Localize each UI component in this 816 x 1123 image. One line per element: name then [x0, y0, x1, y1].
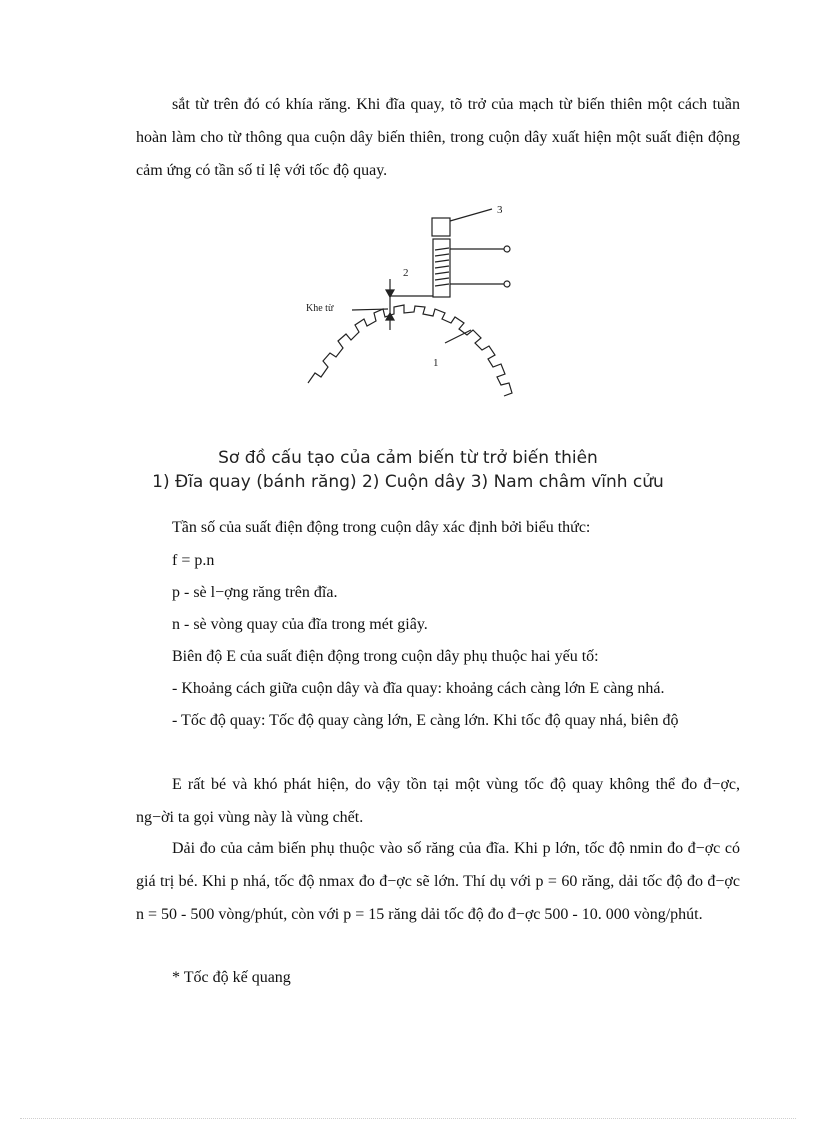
figure-caption-title: Sơ đồ cấu tạo của cảm biến từ trở biến thiên: [218, 448, 598, 468]
terminal-bottom: [504, 281, 510, 287]
figure-caption-legend: 1) Đĩa quay (bánh răng) 2) Cuộn dây 3) Nam châm vĩnh cửu: [152, 472, 664, 492]
label-3: 3: [497, 204, 503, 216]
leader-3: [450, 209, 492, 221]
range-paragraph: [136, 832, 740, 931]
coil-windings: [435, 248, 449, 286]
frequency-formula: f = p.n: [172, 552, 215, 569]
dead-zone-paragraph: [136, 768, 740, 834]
factor-distance: - Khoảng cách giữa cuộn dây và đĩa quay: khoảng cách càng lớn E càng nhá.: [172, 680, 665, 697]
def-n: n - sè vòng quay của đĩa trong mét giây.: [172, 616, 428, 633]
footer-rule: [20, 1118, 796, 1119]
intro-paragraph: [136, 88, 740, 187]
dead-zone-text: E rất bé và khó phát hiện, do vậy tồn tại một vùng tốc độ quay không thể đo đ−ợc, ng−ời ta gọi vùng này là vùng chết.: [136, 776, 740, 826]
factor-speed-text: - Tốc độ quay: Tốc độ quay càng lớn, E càng lớn. Khi tốc độ quay nhá, biên độ: [172, 712, 679, 729]
sensor-diagram: [290, 195, 590, 425]
range-text: Dải đo của cảm biến phụ thuộc vào số răng của đĩa. Khi p lớn, tốc độ nmin đo đ−ợc có giá trị bé. Khi p nhá, tốc độ nmax đo đ−ợc sẽ lớn. Thí dụ với p = 60 răng, dải tốc độ đo đ−ợc n = 50 - 500 vòng/phút, còn với p = 15 răng dải tốc độ đo đ−ợc 500 - 10. 000 vòng/phút.: [136, 840, 740, 923]
gear-teeth: [308, 305, 512, 396]
terminal-top: [504, 246, 510, 252]
leader-1: [445, 330, 471, 343]
amplitude-intro: Biên độ E của suất điện động trong cuộn dây phụ thuộc hai yếu tố:: [172, 648, 599, 665]
intro-paragraph-text: sắt từ trên đó có khía răng. Khi đĩa quay, tõ trở của mạch từ biến thiên một cách tuần hoàn làm cho từ thông qua cuộn dây biến thiên, trong cuộn dây xuất hiện một suất điện động cảm ứng có tần số tỉ lệ với tốc độ quay.: [136, 96, 740, 179]
magnet: [432, 218, 450, 236]
frequency-intro: Tần số của suất điện động trong cuộn dây xác định bởi biểu thức:: [172, 519, 591, 536]
def-p: p - sè l−ợng răng trên đĩa.: [172, 584, 338, 601]
section-optical-tachometer: * Tốc độ kế quang: [172, 969, 291, 986]
label-2: 2: [403, 267, 409, 279]
gap-label: Khe từ: [306, 303, 334, 314]
label-1: 1: [433, 357, 439, 369]
factor-speed: [136, 704, 740, 737]
